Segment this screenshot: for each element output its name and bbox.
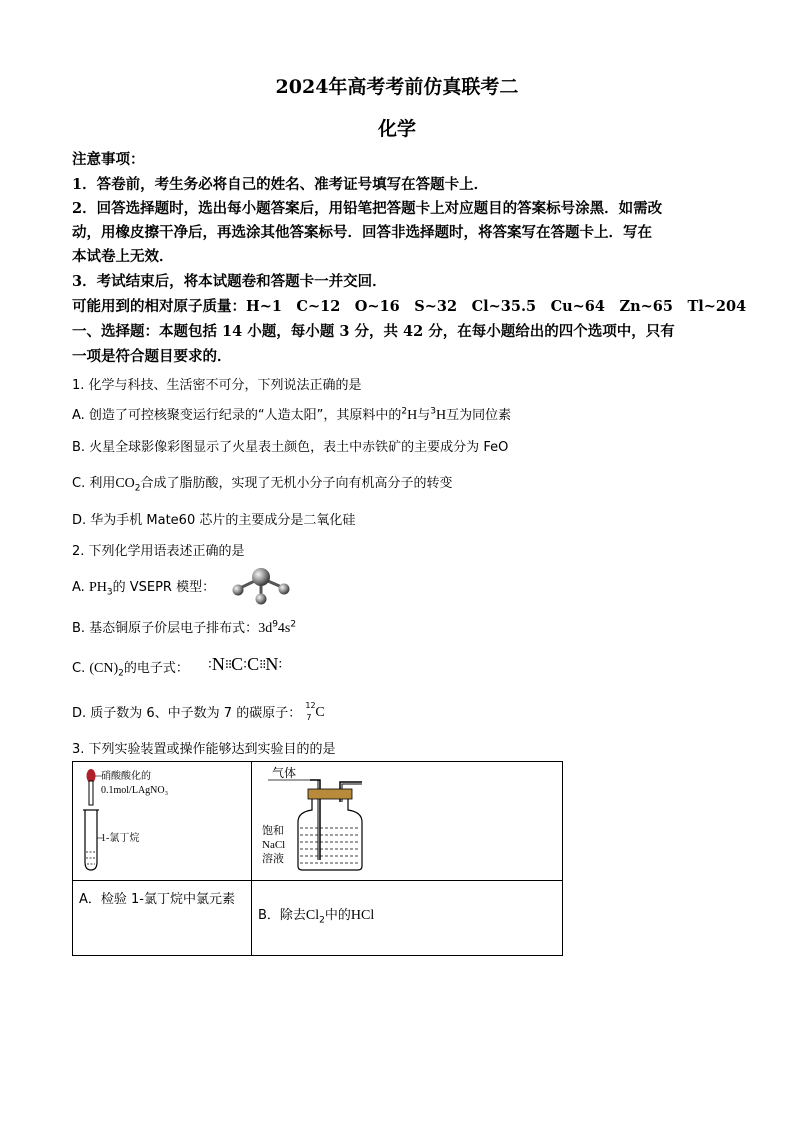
option-text: C. (72, 661, 86, 676)
single-bond-icon: : (243, 656, 248, 672)
option-text: 的 VSEPR 模型： (112, 580, 216, 595)
option-b-caption (252, 881, 563, 956)
stopper-icon (308, 789, 352, 799)
section-heading-line-2: 一项是符合题目要求的． (72, 348, 232, 365)
vsepr-model-icon (228, 566, 294, 606)
subscript: 2 (319, 915, 325, 926)
bottle-icon (298, 799, 362, 870)
notice-item-3: 3．考试结束后，将本试题卷和答题卡一并交回． (72, 273, 387, 290)
subject-title: 化学 (377, 118, 416, 140)
question-2-option-a (72, 576, 215, 598)
subscript: 2 (118, 668, 124, 679)
mass-number: 3 (430, 406, 437, 417)
caption-text: 中的 (324, 907, 351, 923)
caption-text: B．除去 (258, 907, 306, 923)
option-text: 与 (417, 408, 431, 423)
formula: HCl (350, 907, 375, 923)
section-heading-line-1: 一、选择题：本题包括 14 小题，每小题 3 分，共 42 分，在每小题给出的四个选项中，只有 (72, 323, 675, 340)
notice-item-1: 1．答卷前，考生务必将自己的姓名、准考证号填写在答题卡上． (72, 176, 489, 193)
question-1-stem: 1. 化学与科技、生活密不可分，下列说法正确的是 (72, 378, 362, 393)
element-symbol: H (407, 408, 418, 423)
element-symbol: C (315, 704, 325, 720)
option-text: B. 基态铜原子价层电子排布式： (72, 621, 259, 636)
notice-item-2-line-3: 本试卷上无效． (72, 248, 174, 265)
reagent-label: 硝酸酸化的 (101, 771, 151, 782)
orbital: 4s (277, 621, 291, 636)
triple-bond-icon: ⁝⁝ (224, 656, 232, 672)
electron-formula (208, 654, 282, 675)
formula: PH (88, 580, 107, 595)
element-symbol: N (211, 654, 225, 674)
reagent-concentration-label: 0.1mol/LAgNO₃ (101, 785, 169, 796)
triple-bond-icon: ⁝⁝ (259, 656, 266, 672)
element-symbol: C (231, 654, 244, 674)
mass-number: 2 (401, 406, 408, 417)
gas-washing-bottle-apparatus (252, 762, 562, 876)
question-2-option-b (72, 617, 296, 637)
atomic-number: 7 (306, 712, 312, 722)
subscript: 3 (106, 587, 113, 598)
nuclide-symbol (305, 700, 327, 722)
formula: CO (115, 476, 135, 491)
option-text: D. 质子数为 6、中子数为 7 的碳原子： (72, 706, 302, 721)
question-2-option-c (72, 657, 189, 679)
question-1-option-c (72, 472, 453, 494)
element-symbol: N (265, 654, 279, 674)
figure-a-cell (73, 762, 252, 881)
formula: Cl (305, 907, 320, 923)
subscript: 2 (134, 483, 141, 494)
notice-item-2-line-2: 动，用橡皮擦干净后，再选涂其他答案标号．回答非选择题时，将答案写在答题卡上．写在 (72, 224, 652, 241)
superscript: 2 (290, 619, 297, 630)
option-text: 的电子式： (123, 661, 189, 676)
solution-label-line-2: NaCl (262, 839, 286, 851)
dropper-tube-icon (89, 781, 93, 805)
question-3-stem: 3. 下列实验装置或操作能够达到实验目的的是 (72, 742, 336, 757)
element-symbol: C (247, 654, 260, 674)
question-1-option-d: D. 华为手机 Mate60 芯片的主要成分是二氧化硅 (72, 513, 356, 528)
mass-number: 12 (305, 700, 316, 710)
option-text: 合成了脂肪酸，实现了无机小分子向有机高分子的转变 (140, 476, 453, 491)
formula: (CN) (89, 661, 119, 676)
lone-pair-icon: : (208, 656, 212, 672)
question-2-stem: 2. 下列化学用语表述正确的是 (72, 544, 245, 559)
solution-label-line-1: 饱和 (262, 825, 284, 837)
question-2-option-d (72, 702, 327, 722)
exam-title: 2024年高考考前仿真联考二 (275, 76, 519, 98)
test-tube-icon (85, 810, 97, 870)
solution-icon (300, 828, 360, 863)
notice-heading: 注意事项： (72, 151, 145, 168)
option-text: A. (72, 580, 85, 595)
element-symbol: H (436, 408, 447, 423)
solution-label-line-3: 溶液 (262, 853, 284, 865)
orbital: 3d (258, 621, 273, 636)
option-text: C. 利用 (72, 476, 116, 491)
superscript: 9 (272, 619, 278, 630)
tube-content-label: 1-氯丁烷 (101, 833, 140, 844)
option-text: A. 创造了可控核聚变运行纪录的“人造太阳”，其原料中的 (72, 408, 402, 423)
question-1-option-b: B. 火星全球影像彩图显示了火星表土颜色，表土中赤铁矿的主要成分为 FeO (72, 440, 509, 455)
gas-label: 气体 (272, 766, 297, 780)
experiment-table (72, 761, 563, 956)
question-1-option-a (72, 404, 511, 424)
atomic-masses: 可能用到的相对原子质量：H~1 C~12 O~16 S~32 Cl~35.5 Cu~64 Zn~65 Tl~204 (72, 298, 747, 315)
notice-item-2-line-1: 2．回答选择题时，选出每小题答案后，用铅笔把答题卡上对应题目的答案标号涂黑．如需改 (72, 200, 663, 217)
option-a-caption: A．检验 1-氯丁烷中氯元素 (73, 881, 252, 956)
lone-pair-icon: : (278, 656, 283, 672)
figure-b-cell (252, 762, 563, 881)
option-text: 互为同位素 (446, 408, 512, 423)
test-tube-apparatus (73, 762, 251, 876)
